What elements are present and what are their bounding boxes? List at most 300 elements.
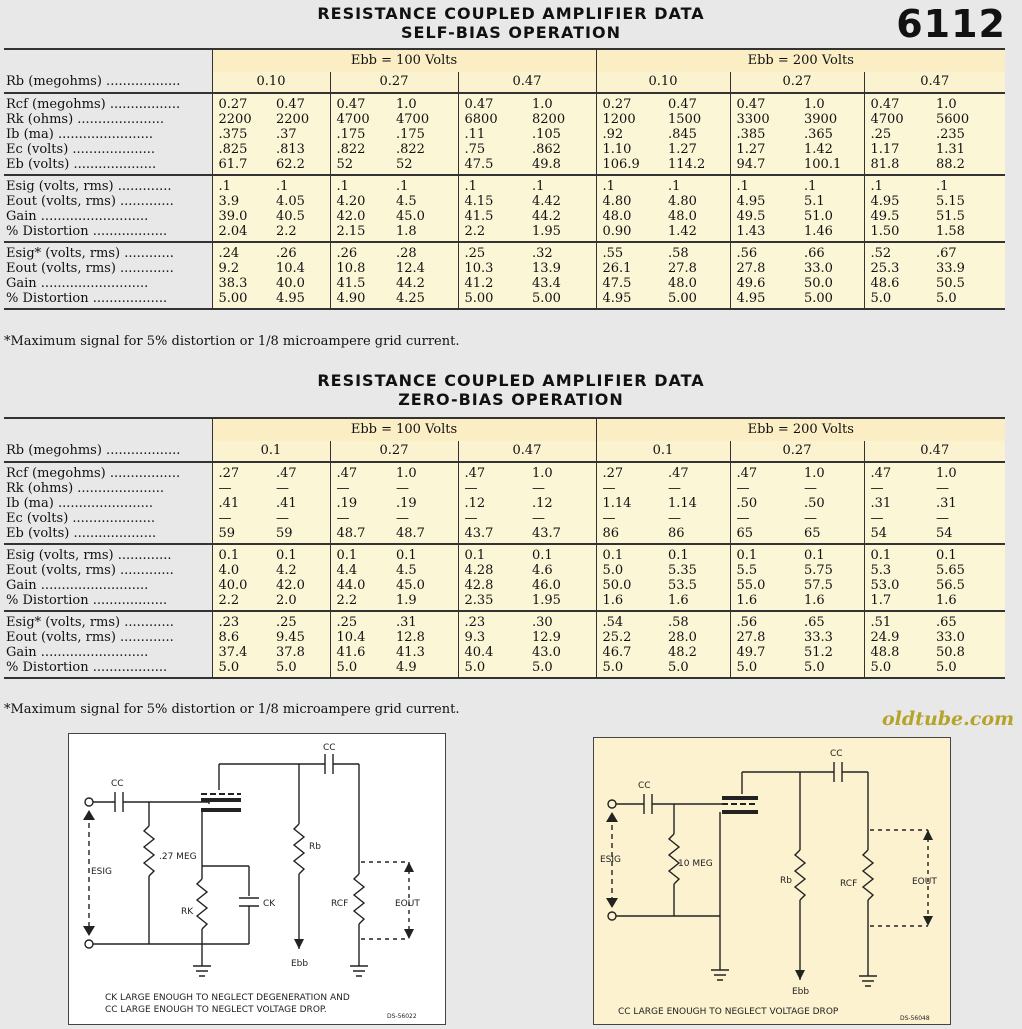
- table-cell: 52: [330, 157, 390, 175]
- table-cell: —: [864, 511, 930, 526]
- table-cell: 33.3: [798, 630, 864, 645]
- ebb-label: Ebb: [792, 987, 810, 997]
- table-cell: 65: [730, 526, 798, 544]
- table-cell: 4.95: [864, 194, 930, 209]
- table-row: [4, 481, 1005, 496]
- zero-bias-schematic: [593, 737, 951, 1025]
- table-row: [4, 526, 1005, 544]
- footnote: *Maximum signal for 5% distortion or 1/8 microampere grid current.: [4, 334, 460, 349]
- table-cell: 50.0: [596, 578, 662, 593]
- table-cell: .12: [526, 496, 596, 511]
- table-cell: 37.4: [212, 645, 270, 660]
- ebb-label: Ebb: [291, 959, 309, 969]
- table-cell: 114.2: [662, 157, 730, 175]
- table-cell: 39.0: [212, 209, 270, 224]
- table-cell: —: [596, 511, 662, 526]
- table-cell: 46.7: [596, 645, 662, 660]
- table-cell: 4.9: [390, 660, 458, 678]
- table-cell: 42.0: [270, 578, 330, 593]
- table-cell: 0.1: [526, 544, 596, 563]
- caption-line-1: CK LARGE ENOUGH TO NEGLECT DEGENERATION AND: [105, 993, 350, 1003]
- table-cell: .30: [526, 611, 596, 630]
- table-cell: 9.3: [458, 630, 526, 645]
- table-cell: 48.6: [864, 276, 930, 291]
- caption-line-2: CC LARGE ENOUGH TO NEGLECT VOLTAGE DROP.: [105, 1005, 327, 1015]
- table-cell: 5.35: [662, 563, 730, 578]
- table-cell: 1.14: [662, 496, 730, 511]
- table-cell: —: [864, 481, 930, 496]
- row-label: Gain ..........................: [6, 645, 149, 660]
- rb-value: 0.1: [596, 441, 730, 462]
- row-label: Rk (ohms) .....................: [6, 112, 165, 127]
- table-cell: 50.5: [930, 276, 1005, 291]
- table-row: [4, 224, 1005, 242]
- row-label: Rcf (megohms) .................: [4, 93, 212, 112]
- table-cell: 5.75: [798, 563, 864, 578]
- table-cell: .58: [662, 611, 730, 630]
- table-cell: 59: [212, 526, 270, 544]
- table-cell: .58: [662, 242, 730, 261]
- title-line-2: ZERO-BIAS OPERATION: [398, 390, 624, 409]
- zero-bias-table: [4, 417, 1005, 679]
- esig-label: ESIG: [91, 867, 113, 877]
- table-cell: .822: [390, 142, 458, 157]
- table-cell: 33.0: [798, 261, 864, 276]
- table-cell: 12.4: [390, 261, 458, 276]
- table-cell: 27.8: [730, 261, 798, 276]
- tube-number: 6112: [896, 2, 1006, 46]
- table-cell: 37.8: [270, 645, 330, 660]
- table-cell: 10.8: [330, 261, 390, 276]
- table-cell: .1: [212, 175, 270, 194]
- table-cell: .235: [930, 127, 1005, 142]
- table-cell: —: [930, 481, 1005, 496]
- table-cell: 5.5: [730, 563, 798, 578]
- table-cell: 42.0: [330, 209, 390, 224]
- rb-value: 0.27: [730, 441, 864, 462]
- table-cell: 4.05: [270, 194, 330, 209]
- table-cell: 6800: [458, 112, 526, 127]
- table-cell: 4.42: [526, 194, 596, 209]
- row-label: % Distortion ..................: [4, 291, 212, 309]
- table-cell: .1: [596, 175, 662, 194]
- table-cell: 5.00: [526, 291, 596, 309]
- table-cell: 2.04: [212, 224, 270, 242]
- table-cell: .385: [730, 127, 798, 142]
- table-cell: 1.0: [526, 462, 596, 481]
- table-cell: .862: [526, 142, 596, 157]
- row-label: Gain ..........................: [6, 276, 149, 291]
- table-cell: 5.65: [930, 563, 1005, 578]
- table-cell: .47: [270, 462, 330, 481]
- self-bias-schematic: [68, 733, 446, 1025]
- title-line-1: RESISTANCE COUPLED AMPLIFIER DATA: [317, 4, 705, 23]
- table-row: [4, 511, 1005, 526]
- table-cell: .47: [458, 462, 526, 481]
- table-cell: 25.2: [596, 630, 662, 645]
- ebb-header-row: [4, 418, 1005, 441]
- table-cell: 10.3: [458, 261, 526, 276]
- table-cell: 4.0: [212, 563, 270, 578]
- rg-label: 10 MEG: [678, 859, 713, 869]
- table1-title: [0, 4, 1022, 42]
- table-cell: 0.1: [798, 544, 864, 563]
- table-cell: .23: [458, 611, 526, 630]
- table-cell: 12.8: [390, 630, 458, 645]
- table-cell: 59: [270, 526, 330, 544]
- table-cell: 54: [930, 526, 1005, 544]
- rcf-label: RCF: [840, 879, 858, 889]
- table-row: [4, 112, 1005, 127]
- table-row: [4, 242, 1005, 261]
- table-cell: 1.17: [864, 142, 930, 157]
- table-cell: 2.2: [212, 593, 270, 611]
- row-label: Eout (volts, rms) .............: [6, 194, 174, 209]
- table-cell: 62.2: [270, 157, 330, 175]
- rb-row: [4, 441, 1005, 462]
- esig-label: ESIG: [600, 855, 622, 865]
- row-label: Esig* (volts, rms) ............: [4, 242, 212, 261]
- table-cell: 1200: [596, 112, 662, 127]
- table-cell: 1.31: [930, 142, 1005, 157]
- table-cell: 28.0: [662, 630, 730, 645]
- table-cell: 50.0: [798, 276, 864, 291]
- table-cell: 41.5: [458, 209, 526, 224]
- row-label: Ib (ma) .......................: [6, 127, 153, 142]
- table-cell: 0.1: [458, 544, 526, 563]
- table-row: [4, 276, 1005, 291]
- schematic-drawing: [594, 738, 950, 1024]
- table-cell: 48.8: [864, 645, 930, 660]
- table-cell: 4.5: [390, 563, 458, 578]
- table-row: [4, 578, 1005, 593]
- table-row: [4, 645, 1005, 660]
- table-cell: 1.7: [864, 593, 930, 611]
- table-cell: 4700: [390, 112, 458, 127]
- table-cell: 53.0: [864, 578, 930, 593]
- table-cell: 1.42: [798, 142, 864, 157]
- table-cell: 45.0: [390, 209, 458, 224]
- table-cell: 9.45: [270, 630, 330, 645]
- table-cell: 5600: [930, 112, 1005, 127]
- table-cell: 46.0: [526, 578, 596, 593]
- table-cell: 41.3: [390, 645, 458, 660]
- table-cell: .24: [212, 242, 270, 261]
- table-cell: 50.8: [930, 645, 1005, 660]
- table-cell: .31: [390, 611, 458, 630]
- table-cell: 0.27: [596, 93, 662, 112]
- drawing-code: DS-56048: [900, 1015, 930, 1022]
- table-cell: 4.15: [458, 194, 526, 209]
- footnote: *Maximum signal for 5% distortion or 1/8 microampere grid current.: [4, 702, 460, 717]
- table-cell: 1.0: [390, 462, 458, 481]
- table-cell: 55.0: [730, 578, 798, 593]
- table-cell: .1: [930, 175, 1005, 194]
- table-cell: 4.6: [526, 563, 596, 578]
- rb-value: 0.27: [330, 441, 458, 462]
- table-cell: 5.00: [662, 291, 730, 309]
- row-label: Rcf (megohms) .................: [4, 462, 212, 481]
- table-cell: .1: [390, 175, 458, 194]
- table-cell: .47: [330, 462, 390, 481]
- table-cell: 1.14: [596, 496, 662, 511]
- table-cell: .1: [458, 175, 526, 194]
- table-cell: 40.4: [458, 645, 526, 660]
- drawing-code: DS-56022: [387, 1013, 417, 1020]
- table-cell: 53.5: [662, 578, 730, 593]
- table-cell: —: [730, 481, 798, 496]
- table-cell: .56: [730, 242, 798, 261]
- table-cell: 47.5: [458, 157, 526, 175]
- table-cell: 4.5: [390, 194, 458, 209]
- table-cell: 48.0: [662, 209, 730, 224]
- table-cell: 5.15: [930, 194, 1005, 209]
- table-row: [4, 611, 1005, 630]
- table-cell: 41.2: [458, 276, 526, 291]
- table-cell: .55: [596, 242, 662, 261]
- table-cell: .27: [596, 462, 662, 481]
- row-label: Esig (volts, rms) .............: [4, 175, 212, 194]
- row-label: Gain ..........................: [6, 209, 149, 224]
- table-cell: .26: [270, 242, 330, 261]
- table-row: [4, 462, 1005, 481]
- table-cell: —: [458, 511, 526, 526]
- cc-in-label: CC: [638, 781, 651, 791]
- table-cell: —: [212, 481, 270, 496]
- table-cell: 0.47: [730, 93, 798, 112]
- table-cell: 1.0: [798, 93, 864, 112]
- table-cell: .11: [458, 127, 526, 142]
- table-cell: 4.95: [270, 291, 330, 309]
- table-cell: 0.1: [390, 544, 458, 563]
- table-cell: .1: [526, 175, 596, 194]
- table-cell: .47: [662, 462, 730, 481]
- table-cell: .175: [390, 127, 458, 142]
- table-cell: 5.0: [662, 660, 730, 678]
- table-row: [4, 496, 1005, 511]
- table-row: [4, 194, 1005, 209]
- ck-label: CK: [263, 899, 276, 909]
- table-cell: 4.80: [662, 194, 730, 209]
- table-cell: 56.5: [930, 578, 1005, 593]
- table-cell: 4.20: [330, 194, 390, 209]
- table-cell: 13.9: [526, 261, 596, 276]
- schematic-drawing: [69, 734, 445, 1024]
- table-cell: .365: [798, 127, 864, 142]
- table-cell: 4.95: [730, 194, 798, 209]
- row-label: Gain ..........................: [6, 578, 149, 593]
- title-line-2: SELF-BIAS OPERATION: [401, 23, 621, 42]
- table-cell: 5.0: [798, 660, 864, 678]
- table-row: [4, 142, 1005, 157]
- table-cell: 4.90: [330, 291, 390, 309]
- table-cell: 40.0: [270, 276, 330, 291]
- table-cell: .25: [864, 127, 930, 142]
- table-cell: —: [662, 481, 730, 496]
- table-cell: 48.2: [662, 645, 730, 660]
- table-cell: 49.6: [730, 276, 798, 291]
- table-cell: 1.0: [526, 93, 596, 112]
- table-cell: 1.0: [930, 93, 1005, 112]
- table-row: [4, 593, 1005, 611]
- table-cell: 5.00: [798, 291, 864, 309]
- table-row: [4, 630, 1005, 645]
- cc-out-label: CC: [323, 743, 336, 753]
- table-cell: 3.9: [212, 194, 270, 209]
- table-cell: 1.27: [662, 142, 730, 157]
- table-cell: .813: [270, 142, 330, 157]
- table-row: [4, 291, 1005, 309]
- table-cell: 49.7: [730, 645, 798, 660]
- rb-value: 0.47: [864, 72, 1005, 93]
- table-cell: .1: [798, 175, 864, 194]
- table-cell: 52: [390, 157, 458, 175]
- table-cell: 43.7: [526, 526, 596, 544]
- ebb-header: Ebb = 200 Volts: [596, 49, 1005, 72]
- row-label: % Distortion ..................: [4, 660, 212, 678]
- table-cell: 25.3: [864, 261, 930, 276]
- table-cell: 1.42: [662, 224, 730, 242]
- table-cell: 5.00: [458, 291, 526, 309]
- table-cell: 10.4: [330, 630, 390, 645]
- table-cell: 4.95: [730, 291, 798, 309]
- ebb-header: Ebb = 200 Volts: [596, 418, 1005, 441]
- cc-out-label: CC: [830, 749, 843, 759]
- cc-in-label: CC: [111, 779, 124, 789]
- table-cell: 1.50: [864, 224, 930, 242]
- table2-title: [0, 371, 1022, 409]
- table-cell: .19: [390, 496, 458, 511]
- table-cell: —: [596, 481, 662, 496]
- rb-value: 0.27: [730, 72, 864, 93]
- table-cell: 8.6: [212, 630, 270, 645]
- table-cell: 1.10: [596, 142, 662, 157]
- table-cell: .47: [730, 462, 798, 481]
- table-cell: .1: [270, 175, 330, 194]
- table-cell: 0.1: [270, 544, 330, 563]
- table-cell: 41.5: [330, 276, 390, 291]
- table-cell: 10.4: [270, 261, 330, 276]
- table-cell: .31: [864, 496, 930, 511]
- table-cell: .12: [458, 496, 526, 511]
- table-cell: 41.6: [330, 645, 390, 660]
- table-cell: 0.1: [662, 544, 730, 563]
- table-cell: .28: [390, 242, 458, 261]
- table-cell: .31: [930, 496, 1005, 511]
- table-cell: .67: [930, 242, 1005, 261]
- table-cell: .65: [930, 611, 1005, 630]
- table-cell: .52: [864, 242, 930, 261]
- rb-value: 0.10: [212, 72, 330, 93]
- row-label: Ib (ma) .......................: [6, 496, 153, 511]
- rb-value: 0.1: [212, 441, 330, 462]
- table-cell: 5.0: [270, 660, 330, 678]
- table-cell: 12.9: [526, 630, 596, 645]
- table-cell: 4700: [864, 112, 930, 127]
- table-cell: —: [526, 481, 596, 496]
- table-cell: 0.1: [330, 544, 390, 563]
- table-cell: 48.7: [330, 526, 390, 544]
- row-label: Eb (volts) ....................: [6, 157, 157, 172]
- table-row: [4, 544, 1005, 563]
- rb-row: [4, 72, 1005, 93]
- table-cell: 27.8: [730, 630, 798, 645]
- table-cell: .51: [864, 611, 930, 630]
- table-cell: 2.15: [330, 224, 390, 242]
- table-cell: .56: [730, 611, 798, 630]
- rb-label: Rb: [780, 876, 792, 886]
- table-cell: 0.47: [662, 93, 730, 112]
- watermark: oldtube.com: [882, 708, 1015, 730]
- table-cell: —: [390, 511, 458, 526]
- corner-cell: [4, 49, 212, 72]
- table-cell: 5.0: [864, 660, 930, 678]
- table-cell: 81.8: [864, 157, 930, 175]
- rb-label: Rb (megohms) ..................: [6, 74, 181, 89]
- table-cell: 38.3: [212, 276, 270, 291]
- rb-label: Rb (megohms) ..................: [6, 443, 181, 458]
- table-cell: 1.27: [730, 142, 798, 157]
- table-cell: 42.8: [458, 578, 526, 593]
- table-cell: .41: [270, 496, 330, 511]
- table-cell: 1.8: [390, 224, 458, 242]
- table-cell: 94.7: [730, 157, 798, 175]
- table-cell: 48.0: [596, 209, 662, 224]
- table-cell: —: [930, 511, 1005, 526]
- table-cell: 3300: [730, 112, 798, 127]
- row-label: Esig (volts, rms) .............: [4, 544, 212, 563]
- row-label: Rk (ohms) .....................: [6, 481, 165, 496]
- table-cell: 0.1: [596, 544, 662, 563]
- self-bias-table: [4, 48, 1005, 310]
- table-cell: .1: [730, 175, 798, 194]
- table-cell: 43.7: [458, 526, 526, 544]
- table-cell: 45.0: [390, 578, 458, 593]
- table-cell: 1.43: [730, 224, 798, 242]
- table-cell: .822: [330, 142, 390, 157]
- table-row: [4, 660, 1005, 678]
- table-cell: 0.47: [270, 93, 330, 112]
- table-cell: —: [662, 511, 730, 526]
- table-cell: —: [212, 511, 270, 526]
- table-cell: 26.1: [596, 261, 662, 276]
- rb-value: 0.27: [330, 72, 458, 93]
- table-cell: .75: [458, 142, 526, 157]
- table-cell: 86: [596, 526, 662, 544]
- table-cell: 1500: [662, 112, 730, 127]
- table-row: [4, 261, 1005, 276]
- table-cell: .175: [330, 127, 390, 142]
- table-cell: 0.1: [930, 544, 1005, 563]
- table-cell: 4.4: [330, 563, 390, 578]
- table-cell: —: [458, 481, 526, 496]
- table-cell: .1: [864, 175, 930, 194]
- table-cell: 86: [662, 526, 730, 544]
- table-cell: 106.9: [596, 157, 662, 175]
- eout-label: EOUT: [912, 877, 937, 887]
- table-cell: .845: [662, 127, 730, 142]
- table-cell: .23: [212, 611, 270, 630]
- table-cell: 49.5: [730, 209, 798, 224]
- table-cell: —: [390, 481, 458, 496]
- rb-value: 0.47: [864, 441, 1005, 462]
- table-cell: 5.3: [864, 563, 930, 578]
- table-cell: 44.0: [330, 578, 390, 593]
- table-cell: 1.95: [526, 593, 596, 611]
- caption-line-1: CC LARGE ENOUGH TO NEGLECT VOLTAGE DROP: [618, 1007, 839, 1017]
- table-cell: —: [526, 511, 596, 526]
- table-cell: 88.2: [930, 157, 1005, 175]
